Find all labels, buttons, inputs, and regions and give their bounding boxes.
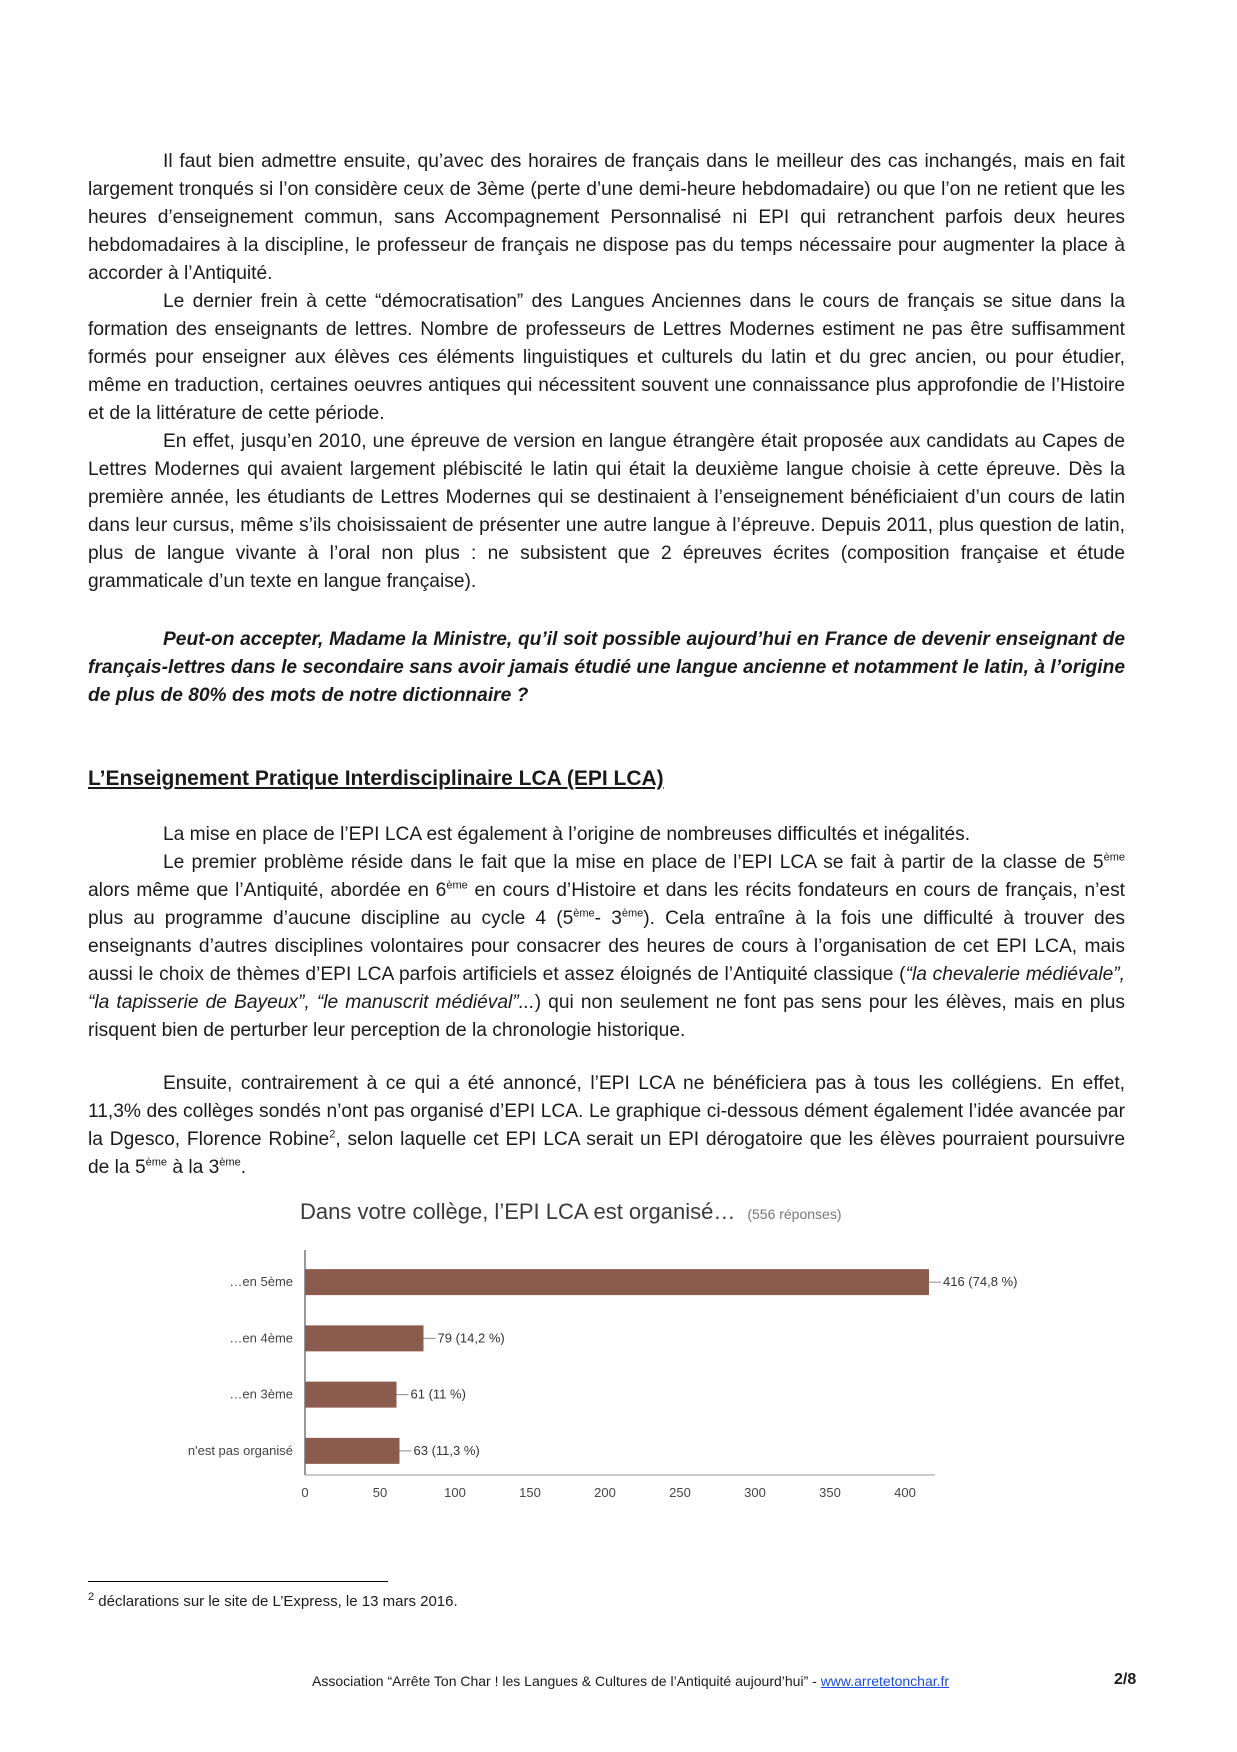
data-label: 61 (11 %) [410,1386,466,1402]
paragraph: Il faut bien admettre ensuite, qu’avec des horaires de français dans le meilleur des cas inchangés, mais en fait largement tronqués si l’on considère ceux de 3ème (perte d’une demi-heure hebdomadaire) ou que l’on ne retient que les heures d’enseignement commun, sans Accompagnement Personnalisé ni EPI qui retranchent parfois deux heures hebdomadaires à la discipline, le professeur de français ne dispose pas du temps nécessaire pour augmenter la place à accorder à l’Antiquité. [88,151,1125,284]
bar [305,1269,929,1295]
x-tick-label: 200 [594,1485,616,1500]
bar [305,1382,397,1408]
x-tick-label: 300 [744,1485,766,1500]
category-label: …en 5ème [229,1274,293,1290]
x-tick-label: 400 [894,1485,916,1500]
section-heading: L’Enseignement Pratique Interdisciplinaire LCA (EPI LCA) [88,767,664,790]
data-label: 416 (74,8 %) [943,1274,1018,1290]
category-label: n'est pas organisé [187,1442,293,1458]
category-label: …en 3ème [229,1386,293,1402]
page-number: 2/8 [1114,1671,1137,1688]
paragraph: La mise en place de l’EPI LCA est également à l’origine de nombreuses difficultés et inégalités. [163,824,971,845]
x-tick-label: 350 [819,1485,841,1500]
category-label: …en 4ème [229,1330,293,1346]
x-tick-label: 150 [519,1485,541,1500]
data-label: 63 (11,3 %) [413,1442,480,1458]
survey-paragraph [88,1070,1125,1182]
paragraph: Ensuite, contrairement à ce qui a été annoncé, l’EPI LCA ne bénéficiera pas à tous les collégiens. En effet, 11,3% des collèges sondés n’ont pas organisé d’EPI LCA. Le graphique ci-dessous dément également l’idée avancée par la Dgesco, Florence Robine$^2$, selon laquelle cet EPI LCA serait un EPI dérogatoire que les élèves pourraient poursuivre de la 5ème à la 3ème. [88,1073,1125,1178]
x-tick-label: 0 [301,1485,309,1500]
paragraph: Le dernier frein à cette “démocratisation” des Langues Anciennes dans le cours de français se situe dans la formation des enseignants de lettres. Nombre de professeurs de Lettres Modernes estiment ne pas être suffisamment formés pour enseigner aux élèves ces éléments linguistiques et culturels du latin et du grec ancien, ou pour étudier, même en traduction, certaines oeuvres antiques qui nécessitent souvent une connaissance plus approfondie de l’Histoire et de la littérature de cette période. [88,291,1125,424]
x-tick-label: 50 [372,1485,388,1500]
chart-subtitle: (556 réponses) [747,1206,842,1222]
data-label: 79 (14,2 %) [437,1330,505,1346]
website-link[interactable]: www.arretetonchar.fr [820,1673,950,1689]
x-tick-label: 250 [669,1485,691,1500]
x-tick-label: 100 [444,1485,466,1500]
footnote-divider [88,1581,388,1582]
footnote-ref: 2 [329,1128,336,1141]
chart-title: Dans votre collège, l’EPI LCA est organisé… (556 réponses) [300,1199,842,1224]
paragraph: En effet, jusqu’en 2010, une épreuve de version en langue étrangère était proposée aux candidats au Capes de Lettres Modernes qui avaient largement plébiscité le latin qui était la deuxième langue choisie à cette épreuve. Dès la première année, les étudiants de Lettres Modernes qui se destinaient à l’enseignement bénéficiaient d’un cours de latin dans leur cursus, même s’ils choisissaient de présenter une autre langue à l’épreuve. Depuis 2011, plus question de latin, plus de langue vivante à l’oral non plus : ne subsistent que 2 épreuves écrites (composition française et étude grammaticale d’un texte en langue française). [88,431,1125,592]
footnote: $^2$ déclarations sur le site de L’Express, le 13 mars 2016. [88,1591,458,1610]
question-to-minister: Peut-on accepter, Madame la Ministre, qu’il soit possible aujourd’hui en France de devenir enseignant de français-lettres dans le secondaire sans avoir jamais étudié une langue ancienne et notamment le latin, à l’origine de plus de 80% des mots de notre dictionnaire ? [88,629,1125,706]
bar-chart [160,1240,1060,1510]
bar [305,1438,400,1464]
intro-paragraphs [88,148,1125,596]
epi-section-paragraphs [88,821,1125,1045]
bar [305,1325,424,1351]
paragraph: Le premier problème réside dans le fait que la mise en place de l’EPI LCA se fait à partir de la classe de 5ème alors même que l’Antiquité, abordée en 6ème en cours d’Histoire et dans les récits fondateurs en cours de français, n’est plus au programme d’aucune discipline au cycle 4 (5ème- 3ème). Cela entraîne à la fois une difficulté à trouver des enseignants d’autres disciplines volontaires pour consacrer des heures de cours à l’organisation de cet EPI LCA, mais aussi le choix de thèmes d’EPI LCA parfois artificiels et assez éloignés de l’Antiquité classique (“la chevalerie médiévale”, “la tapisserie de Bayeux”, “le manuscrit médiéval”...) qui non seulement ne font pas sens pour les élèves, mais en plus risquent bien de perturber leur perception de la chronologie historique. [88,851,1126,1041]
page-footer: Association “Arrête Ton Char ! les Langues & Cultures de l’Antiquité aujourd’hui” - www.arretetonchar.fr [312,1673,950,1689]
